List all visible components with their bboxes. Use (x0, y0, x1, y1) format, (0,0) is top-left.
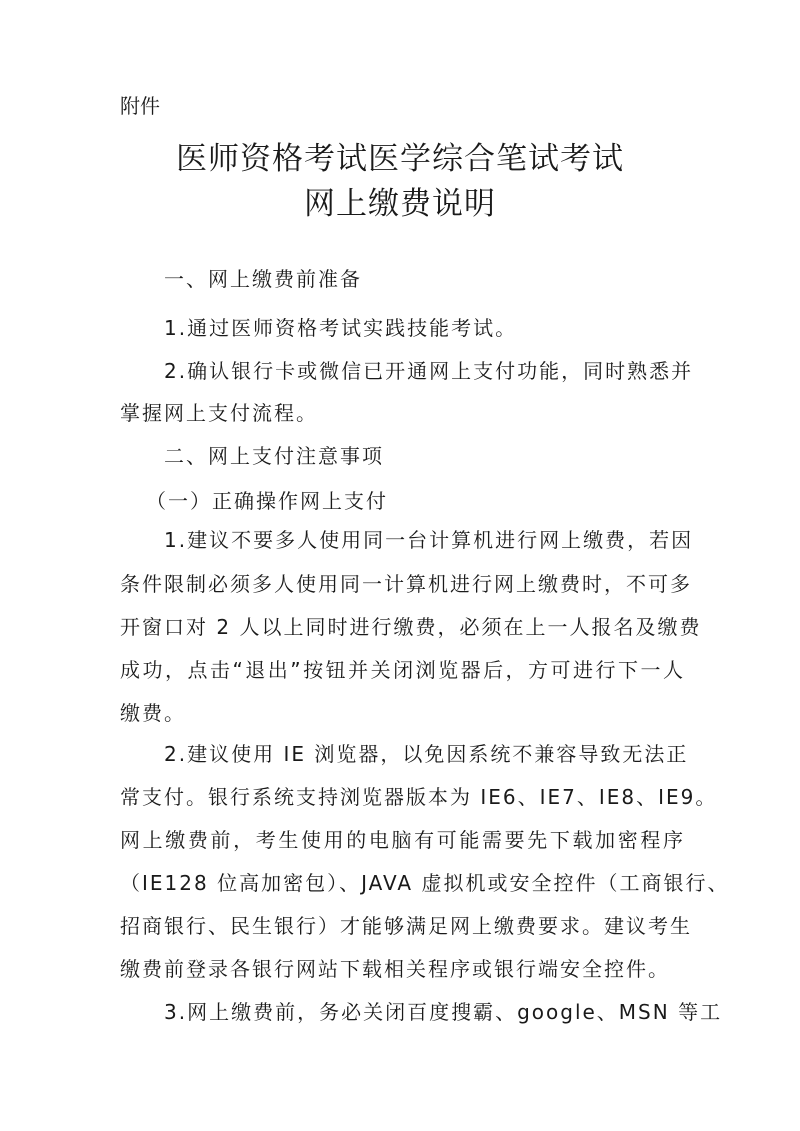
paragraph-line: 缴费前登录各银行网站下载相关程序或银行端安全控件。 (120, 957, 670, 981)
paragraph-line: 条件限制必须多人使用同一计算机进行网上缴费时，不可多 (120, 572, 692, 596)
paragraph-line: 掌握网上支付流程。 (120, 401, 318, 425)
paragraph-line: 缴费。 (120, 701, 186, 725)
paragraph-line: 3.网上缴费前，务必关闭百度搜霸、google、MSN 等工 (164, 1000, 723, 1024)
paragraph-line: （IE128 位高加密包）、JAVA 虚拟机或安全控件（工商银行、 (120, 871, 730, 895)
paragraph-line: 1.通过医师资格考试实践技能考试。 (164, 316, 518, 340)
paragraph-line: 网上缴费前，考生使用的电脑有可能需要先下载加密程序 (120, 828, 685, 852)
document-title-line-2: 网上缴费说明 (304, 186, 496, 222)
section-heading-preparation: 一、网上缴费前准备 (164, 267, 362, 291)
document-title-line-1: 医师资格考试医学综合笔试考试 (176, 141, 624, 177)
paragraph-line: 2.确认银行卡或微信已开通网上支付功能，同时熟悉并 (164, 359, 694, 383)
paragraph-line: 招商银行、民生银行）才能够满足网上缴费要求。建议考生 (120, 914, 692, 938)
attachment-label: 附件 (120, 94, 160, 118)
subsection-heading: （一）正确操作网上支付 (146, 489, 388, 513)
paragraph-line: 常支付。银行系统支持浏览器版本为 IE6、IE7、IE8、IE9。 (120, 785, 718, 809)
section-heading-notes: 二、网上支付注意事项 (164, 444, 384, 468)
paragraph-line: 成功，点击“退出”按钮并关闭浏览器后，方可进行下一人 (120, 658, 685, 682)
paragraph-line: 2.建议使用 IE 浏览器，以免因系统不兼容导致无法正 (164, 742, 689, 766)
paragraph-line: 开窗口对 2 人以上同时进行缴费，必须在上一人报名及缴费 (120, 615, 702, 639)
paragraph-line: 1.建议不要多人使用同一台计算机进行网上缴费，若因 (164, 528, 694, 552)
